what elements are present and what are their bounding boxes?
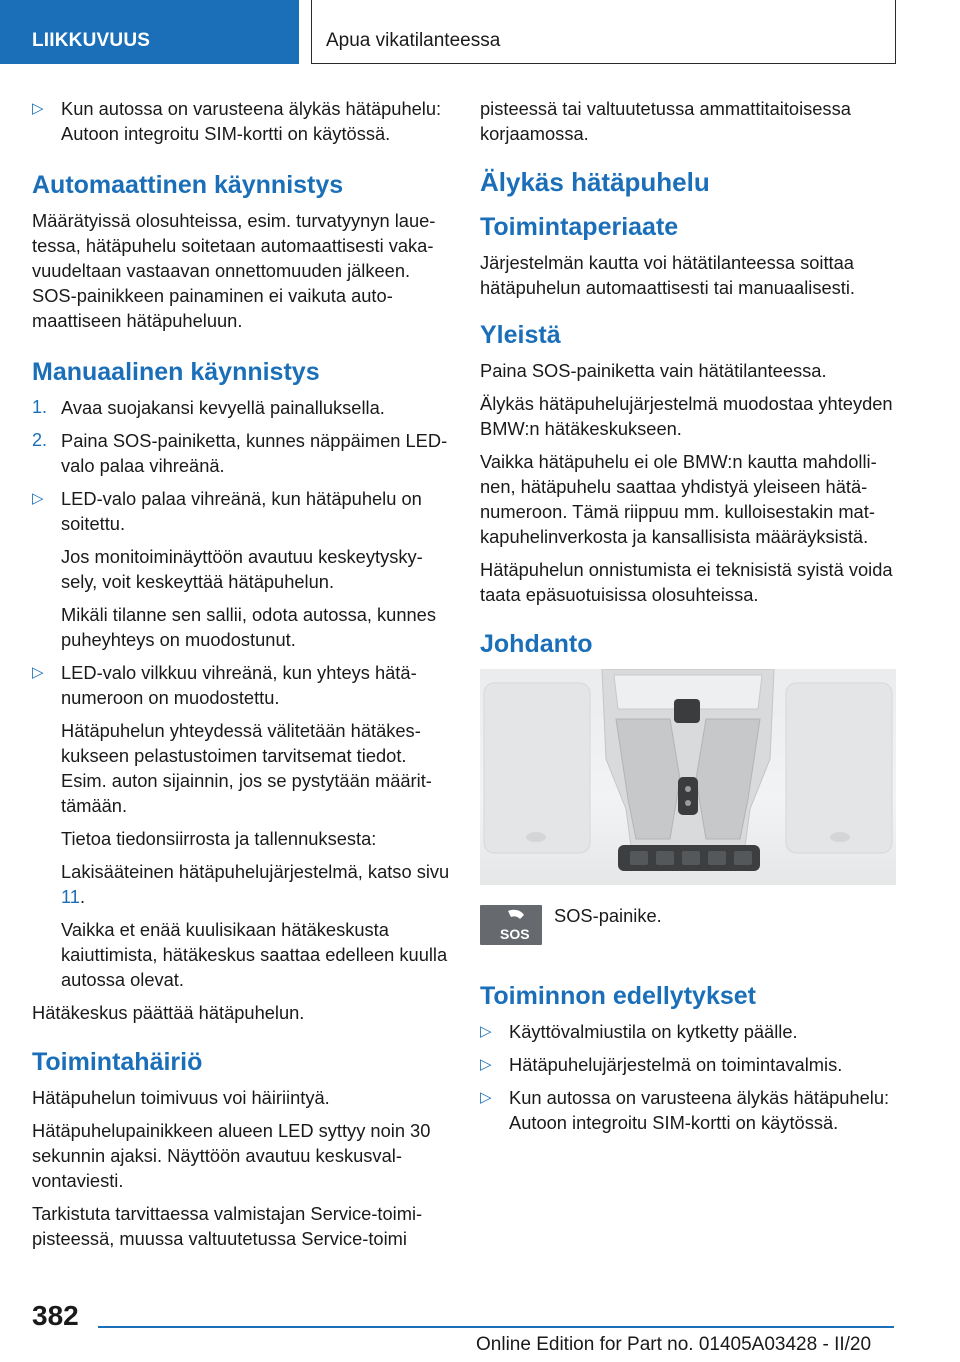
heading-general: Yleistä (480, 321, 561, 349)
heading-malfunction: Toimintahäiriö (32, 1048, 203, 1076)
intro-list (32, 96, 450, 146)
paragraph: Vaikka hätäpuhelu ei ole BMW:n kautta mahdollinen, hätäpuhelu saattaa yhdistyä yleiseen hätänumeroon. Tämä riippuu mm. kulloisestakin matkapuhelinverkosta ja kansallisista määräyksistä. (480, 451, 877, 547)
sos-legend (480, 905, 898, 967)
list-item-text: LED-valo palaa vihreänä, kun hätäpuhelu on soitettu. (61, 488, 422, 534)
heading-manual-start: Manuaalinen käynnistys (32, 358, 320, 386)
section-tab: LIIKKUVUUS (0, 0, 299, 64)
footer-divider (98, 1326, 894, 1328)
heading-principle: Toimintaperiaate (480, 213, 679, 241)
paragraph: Älykäs hätäpuhelujärjestelmä muodostaa yhteyden BMW:n hätäkeskukseen. (480, 393, 893, 439)
heading-intelligent-emergency-call: Älykäs hätäpuhelu (480, 167, 710, 197)
list-item (480, 1085, 898, 1135)
left-column (32, 96, 450, 1259)
sos-icon-text: SOS (500, 926, 530, 942)
paragraph: Paina SOS-painiketta vain hätätilanteessa. (480, 360, 827, 381)
list-item (32, 486, 450, 536)
list-item-text: Käyttövalmiustila on kytketty päälle. (509, 1021, 798, 1042)
step-item (32, 395, 450, 420)
edition-note: Online Edition for Part no. 01405A03428 - II/20 (476, 1334, 872, 1355)
text-span: . (79, 886, 86, 907)
step-text: Avaa suojakansi kevyellä painalluksella. (61, 397, 385, 418)
paragraph: Tarkistuta tarvittaessa valmistajan Service-toimipisteessä, muussa valtuutetussa Service-toimi (32, 1203, 423, 1249)
roof-console-illustration (480, 669, 896, 885)
paragraph: Hätäpuhelupainikkeen alueen LED syttyy noin 30 sekunnin ajaksi. Näyttöön avautuu keskusvalvontaviesti. (32, 1120, 431, 1191)
list-item-text: Kun autossa on varusteena älykäs hätäpuhelu: Autoon integroitu SIM-kortti on käytössä. (509, 1087, 890, 1133)
list-item-text: Kun autossa on varusteena älykäs hätäpuhelu: Autoon integroitu SIM-kortti on käytössä. (61, 98, 442, 144)
sub-paragraph: Hätäpuhelun yhteydessä välitetään hätäkeskukseen pelastustoimen tarvitsemat tiedot. Esim. auton sijainnin, jos se pystytään määrittämään. (61, 720, 432, 816)
list-item-text: Hätäpuhelujärjestelmä on toimintavalmis. (509, 1054, 843, 1075)
heading-requirements: Toiminnon edellytykset (480, 982, 756, 1010)
roof-console-image (480, 669, 896, 885)
sos-label: SOS-painike. (554, 905, 662, 926)
sub-paragraph: Vaikka et enää kuulisikaan hätäkeskusta kaiuttimista, hätäkeskus saattaa edelleen kuulla autossa olevat. (61, 919, 448, 990)
paragraph: Määrätyissä olosuhteissa, esim. turvatyynyn lauetessa, hätäpuhelu soitetaan automaattisesti vakavuudeltaan vastaavan onnettomuuden jälkeen. SOS-painikkeen painaminen ei vaikuta automaattiseen hätäpuheluun. (32, 210, 436, 331)
step-text: Paina SOS-painiketta, kunnes näppäimen LED-valo palaa vihreänä. (61, 430, 448, 476)
sub-paragraph (32, 859, 450, 909)
list-item (32, 660, 450, 710)
sub-paragraph: Tietoa tiedonsiirrosta ja tallennuksesta: (61, 828, 377, 849)
step-number: 1. (32, 397, 48, 417)
page-link[interactable]: 11 (61, 886, 80, 907)
triangle-bullet-icon: ▷ (32, 100, 44, 117)
step-number: 2. (32, 430, 48, 450)
requirements-list (480, 1019, 898, 1135)
triangle-bullet-icon: ▷ (480, 1056, 492, 1073)
paragraph: pisteessä tai valtuutetussa ammattitaitoisessa korjaamossa. (480, 98, 851, 144)
triangle-bullet-icon: ▷ (32, 490, 44, 507)
paragraph: Hätäkeskus päättää hätäpuhelun. (32, 1002, 305, 1023)
page-number: 382 (32, 1300, 79, 1331)
list-item-text: LED-valo vilkkuu vihreänä, kun yhteys hätänumeroon on muodostettu. (61, 662, 417, 708)
list-item (480, 1019, 898, 1044)
sub-paragraph: Jos monitoiminäyttöön avautuu keskeytyskysely, voit keskeyttää hätäpuhelun. (61, 546, 423, 592)
list-item (32, 96, 450, 146)
heading-automatic-start: Automaattinen käynnistys (32, 171, 344, 199)
paragraph: Hätäpuhelun onnistumista ei teknisistä syistä voida taata epäsuotuisissa olosuhteissa. (480, 559, 893, 605)
manual-steps (32, 395, 450, 536)
step-item (32, 428, 450, 478)
right-column (480, 96, 898, 1143)
text-span: Lakisääteinen hätäpuhelujärjestelmä, katso sivu (61, 861, 450, 882)
list-item (480, 1052, 898, 1077)
led-list (32, 660, 450, 710)
triangle-bullet-icon: ▷ (32, 664, 44, 681)
paragraph: Järjestelmän kautta voi hätätilanteessa soittaa hätäpuhelun automaattisesti tai manuaalisesti. (480, 252, 855, 298)
paragraph: Hätäpuhelun toimivuus voi häiriintyä. (32, 1087, 330, 1108)
triangle-bullet-icon: ▷ (480, 1089, 492, 1106)
sos-phone-icon (480, 905, 542, 945)
sub-paragraph: Mikäli tilanne sen sallii, odota autossa, kunnes puheyhteys on muodostunut. (61, 604, 436, 650)
triangle-bullet-icon: ▷ (480, 1023, 492, 1040)
heading-introduction: Johdanto (480, 630, 593, 658)
page-header-title: Apua vikatilanteessa (311, 0, 896, 64)
